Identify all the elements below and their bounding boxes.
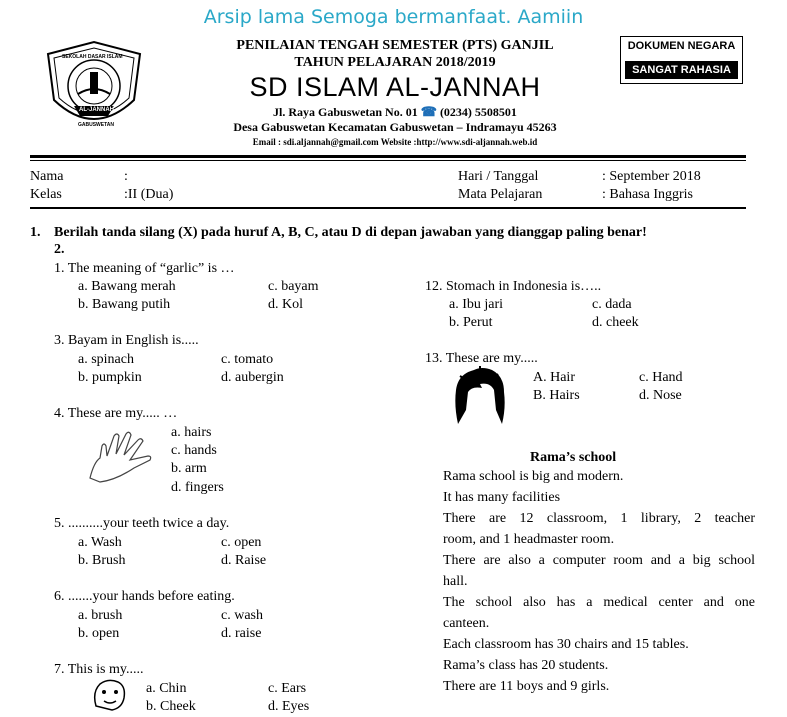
instruction-number-2: 2. bbox=[54, 242, 65, 257]
reading-line-5a: The school also has a medical center and one bbox=[443, 595, 755, 610]
q5-option-c[interactable]: c. open bbox=[221, 535, 262, 550]
q12-option-a[interactable]: a. Ibu jari bbox=[449, 297, 504, 312]
q4-stem: 4. These are my..... … bbox=[54, 406, 178, 421]
q1-option-d[interactable]: d. Kol bbox=[268, 297, 303, 312]
hand-illustration bbox=[86, 428, 166, 489]
address-street: Jl. Raya Gabuswetan No. 01 bbox=[273, 105, 418, 119]
instruction-number: 1. bbox=[30, 225, 41, 240]
secret-label: SANGAT RAHASIA bbox=[625, 61, 738, 79]
contact-line: Email : sdi.aljannah@gmail.com Website :http://www.sdi-aljannah.web.id bbox=[252, 137, 538, 147]
q5-stem: 5. ..........your teeth twice a day. bbox=[54, 516, 230, 531]
q6-option-b[interactable]: b. open bbox=[78, 626, 120, 641]
q3-option-a[interactable]: a. spinach bbox=[78, 352, 134, 367]
hair-illustration bbox=[452, 366, 508, 431]
address-line bbox=[160, 104, 630, 120]
q7-option-a[interactable]: a. Chin bbox=[146, 681, 187, 696]
exam-title: PENILAIAN TENGAH SEMESTER (PTS) GANJIL bbox=[236, 38, 554, 53]
q3-option-d[interactable]: d. aubergin bbox=[221, 370, 284, 385]
nama-value: : bbox=[124, 169, 128, 184]
q12-option-d[interactable]: d. cheek bbox=[592, 315, 639, 330]
q4-option-b[interactable]: c. hands bbox=[171, 443, 217, 458]
reading-line-4b: hall. bbox=[443, 574, 468, 589]
q3-option-c[interactable]: c. tomato bbox=[221, 352, 274, 367]
reading-line-5b: canteen. bbox=[443, 616, 490, 631]
q7-stem: 7. This is my..... bbox=[54, 662, 144, 677]
q3-option-b[interactable]: b. pumpkin bbox=[78, 370, 142, 385]
q3-stem: 3. Bayam in English is..... bbox=[54, 333, 199, 348]
reading-line-6: Each classroom has 30 chairs and 15 tables. bbox=[443, 637, 689, 652]
q7-option-b[interactable]: b. Cheek bbox=[146, 699, 196, 714]
hand-icon bbox=[86, 428, 166, 484]
q1-stem: 1. The meaning of “garlic” is … bbox=[54, 261, 235, 276]
nama-label: Nama bbox=[30, 169, 64, 184]
school-name: SD ISLAM AL-JANNAH bbox=[249, 72, 541, 102]
reading-line-8: There are 11 boys and 9 girls. bbox=[443, 679, 610, 694]
hair-icon bbox=[452, 366, 508, 426]
q13-option-d[interactable]: d. Nose bbox=[639, 388, 682, 403]
q12-option-c[interactable]: c. dada bbox=[592, 297, 632, 312]
q1-option-c[interactable]: c. bayam bbox=[268, 279, 319, 294]
face-illustration bbox=[90, 678, 130, 717]
reading-line-2: It has many facilities bbox=[443, 490, 561, 505]
hari-value: : September 2018 bbox=[602, 169, 701, 184]
reading-line-7: Rama’s class has 20 students. bbox=[443, 658, 609, 673]
phone-number: (0234) 5508501 bbox=[439, 105, 517, 119]
reading-line-1: Rama school is big and modern. bbox=[443, 469, 624, 484]
info-divider bbox=[30, 207, 746, 209]
header-divider-thin bbox=[30, 160, 746, 161]
q13-option-a[interactable]: A. Hair bbox=[533, 370, 575, 385]
q1-option-b[interactable]: b. Bawang putih bbox=[78, 297, 171, 312]
classification-box bbox=[620, 36, 743, 84]
q7-option-c[interactable]: c. Ears bbox=[268, 681, 307, 696]
phone-icon: ☎ bbox=[420, 104, 437, 119]
q12-stem: 12. Stomach in Indonesia is….. bbox=[425, 279, 602, 294]
logo-text-bottom: GABUSWETAN bbox=[78, 122, 115, 128]
q4-option-a[interactable]: a. hairs bbox=[171, 425, 212, 440]
face-icon bbox=[90, 678, 130, 712]
q13-option-b[interactable]: B. Hairs bbox=[533, 388, 580, 403]
q7-option-d[interactable]: d. Eyes bbox=[268, 699, 310, 714]
q13-stem: 13. These are my..... bbox=[425, 351, 538, 366]
q6-stem: 6. .......your hands before eating. bbox=[54, 589, 235, 604]
q5-option-a[interactable]: a. Wash bbox=[78, 535, 122, 550]
q5-option-b[interactable]: b. Brush bbox=[78, 553, 126, 568]
q6-option-a[interactable]: a. brush bbox=[78, 608, 123, 623]
mapel-value: : Bahasa Inggris bbox=[602, 187, 693, 202]
logo-text-mid: AL-JANNAH bbox=[79, 107, 114, 113]
kelas-label: Kelas bbox=[30, 187, 62, 202]
academic-year: TAHUN PELAJARAN 2018/2019 bbox=[294, 55, 496, 70]
header-divider-thick bbox=[30, 155, 746, 158]
mapel-label: Mata Pelajaran bbox=[458, 187, 543, 202]
q1-option-a[interactable]: a. Bawang merah bbox=[78, 279, 176, 294]
reading-line-3a: There are 12 classroom, 1 library, 2 teacher bbox=[443, 511, 755, 526]
q5-option-d[interactable]: d. Raise bbox=[221, 553, 267, 568]
reading-line-3b: room, and 1 headmaster room. bbox=[443, 532, 615, 547]
q13-option-c[interactable]: c. Hand bbox=[639, 370, 683, 385]
address-district: Desa Gabuswetan Kecamatan Gabuswetan – Indramayu 45263 bbox=[233, 120, 557, 134]
q12-option-b[interactable]: b. Perut bbox=[449, 315, 493, 330]
q6-option-d[interactable]: d. raise bbox=[221, 626, 262, 641]
q6-option-c[interactable]: c. wash bbox=[221, 608, 263, 623]
q4-option-d[interactable]: d. fingers bbox=[171, 480, 224, 495]
doc-label: DOKUMEN NEGARA bbox=[627, 40, 736, 52]
logo-text-top: SEKOLAH DASAR ISLAM bbox=[62, 54, 123, 60]
archive-banner: Arsip lama Semoga bermanfaat. Aamiin bbox=[203, 6, 584, 28]
reading-line-4a: There are also a computer room and a big school bbox=[443, 553, 755, 568]
kelas-value: :II (Dua) bbox=[124, 187, 174, 202]
q4-option-c[interactable]: b. arm bbox=[171, 461, 207, 476]
reading-title: Rama’s school bbox=[530, 450, 617, 465]
instruction-text: Berilah tanda silang (X) pada huruf A, B, C, atau D di depan jawaban yang dianggap paling benar! bbox=[54, 225, 647, 240]
school-logo bbox=[34, 38, 154, 138]
hari-label: Hari / Tanggal bbox=[458, 169, 539, 184]
